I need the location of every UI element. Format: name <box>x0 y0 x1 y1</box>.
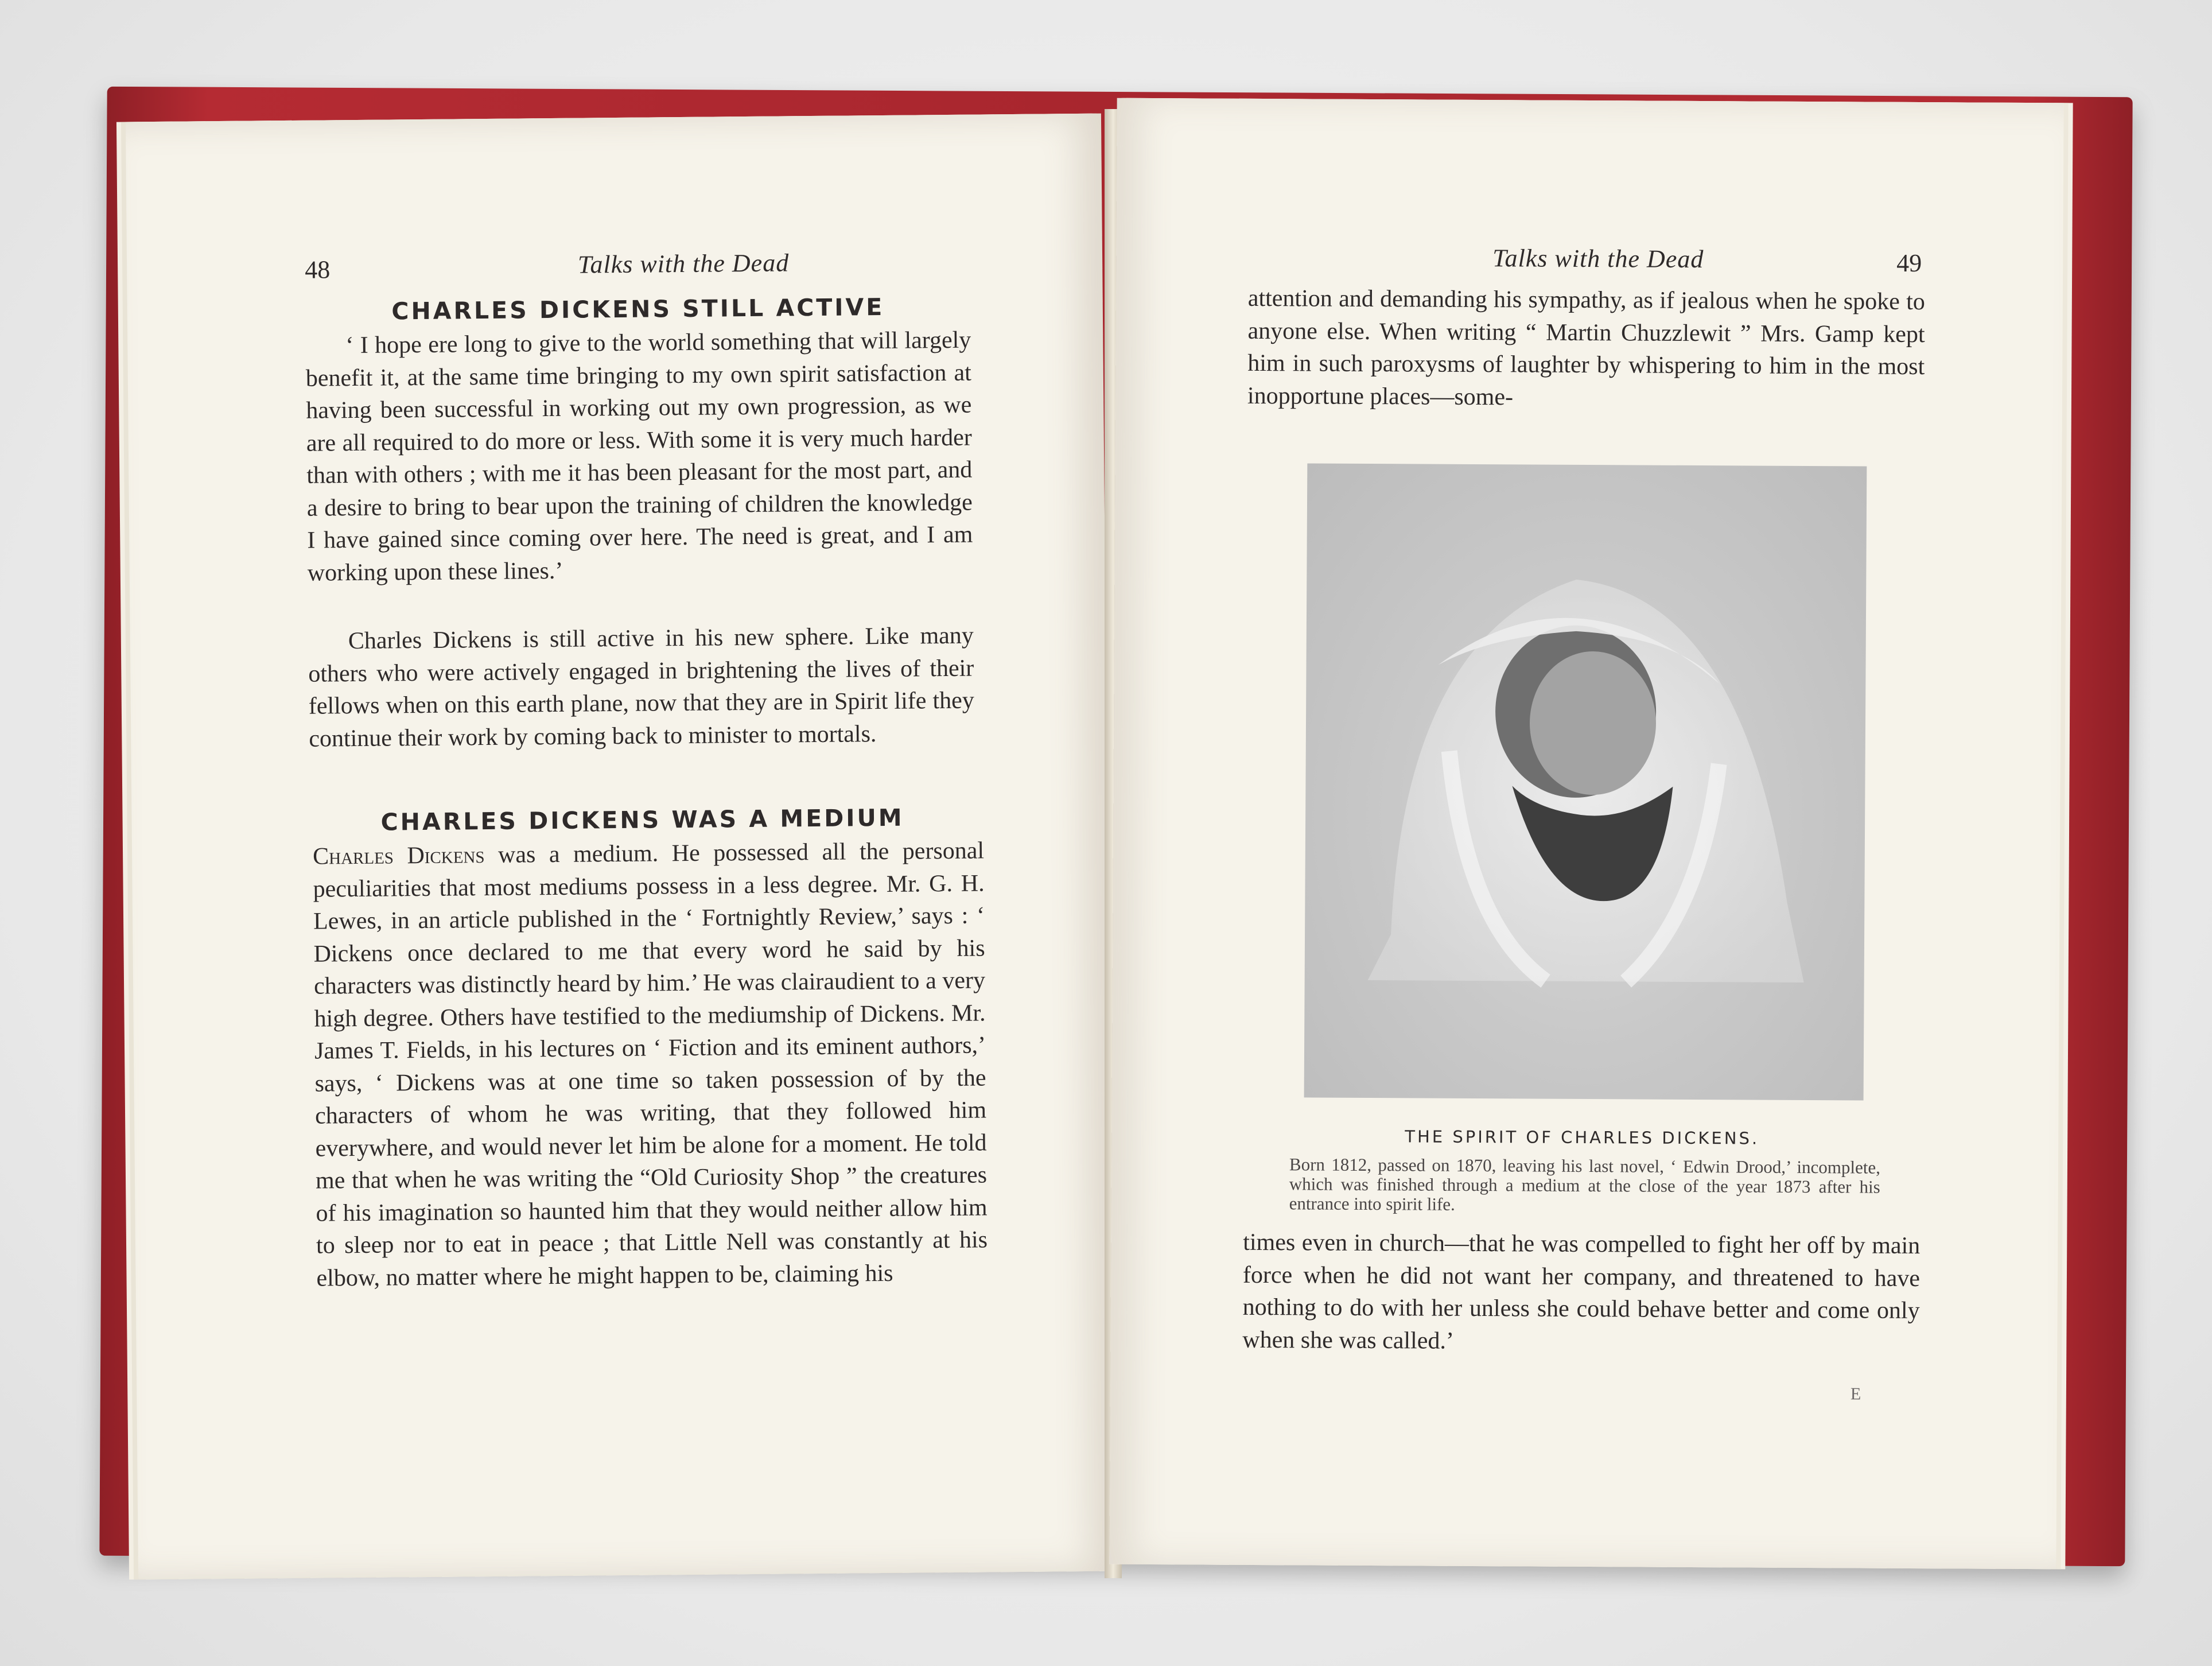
right-page <box>1109 98 2063 1570</box>
left-page <box>126 114 1114 1580</box>
portrait-caption-title: THE SPIRIT OF CHARLES DICKENS. <box>1405 1127 1760 1148</box>
section-heading-still-active: CHARLES DICKENS STILL ACTIVE <box>391 293 885 325</box>
running-head-right: Talks with the Dead <box>1492 244 1704 274</box>
quote-paragraph: ‘ I hope ere long to give to the world something that will largely benefit it, at the same time bringing to my own spirit satisfaction at having been successful in working out my own progression, as we are all required to do more or less. With some it is very much harder than with others ; with me it has been pleasant for the most part, and a desire to bring to bear upon the training of children the knowledge I have gained since coming over here. The need is great, and I am working upon these lines.’ <box>305 327 973 587</box>
spirit-portrait-image <box>1304 463 1867 1100</box>
portrait-caption-text: Born 1812, passed on 1870, leaving his last novel, ‘ Edwin Drood,’ incomplete, which was finished through a medium at the close of the year 1873 after his entrance into spirit life. <box>1289 1154 1881 1214</box>
page-number-left: 48 <box>304 255 331 284</box>
page-number-right: 49 <box>1896 248 1922 278</box>
continued-paragraph-bottom: times even in church—that he was compelled to fight her off by main force when he did not want her company, and threatened to have nothing to do with her unless she could behave better and come only when she was called.’ <box>1242 1229 1921 1354</box>
running-head-left: Talks with the Dead <box>577 248 790 279</box>
section-heading-medium: CHARLES DICKENS WAS A MEDIUM <box>380 803 904 836</box>
medium-paragraph <box>313 834 988 1294</box>
medium-paragraph-text: was a medium. He possessed all the personal peculiarities that most mediums possess in a less degree. Mr. G. H. Lewes, in an article published in the ‘ Fortnightly Review,’ says : ‘ Dickens once declared to me that every word he said by his characters was distinctly heard by him.’ He was clairaudient to a very high degree. Others have testified to the mediumship of Dickens. Mr. James T. Fields, in his lectures on ‘ Fiction and its eminent authors,’ says, ‘ Dickens was at one time so taken possession of by the characters of whom he was writing, that they followed him everywhere, and would never let him be alone for a moment. He told me that when he was writing the “Old Curiosity Shop ” the creatures of his imagination so haunted him that they would neither allow him to sleep nor to eat in peace ; that Little Nell was constantly at his elbow, no matter where he might happen to be, claiming his <box>313 837 988 1292</box>
signature-mark: E <box>1850 1384 1861 1404</box>
lead-small-caps: Charles Dickens <box>312 842 485 870</box>
continued-paragraph-top: attention and demanding his sympathy, as if jealous when he spoke to anyone else. When writing “ Martin Chuzzlewit ” Mrs. Gamp kept him in such paroxysms of laughter by whispering to him in the most inopportune places—some- <box>1247 285 1925 410</box>
still-active-paragraph: Charles Dickens is still active in his new sphere. Like many others who were actively engaged in brightening the lives of their fellows when on this earth plane, now that they are in Spirit life they continue their work by coming back to minister to mortals. <box>308 622 975 752</box>
